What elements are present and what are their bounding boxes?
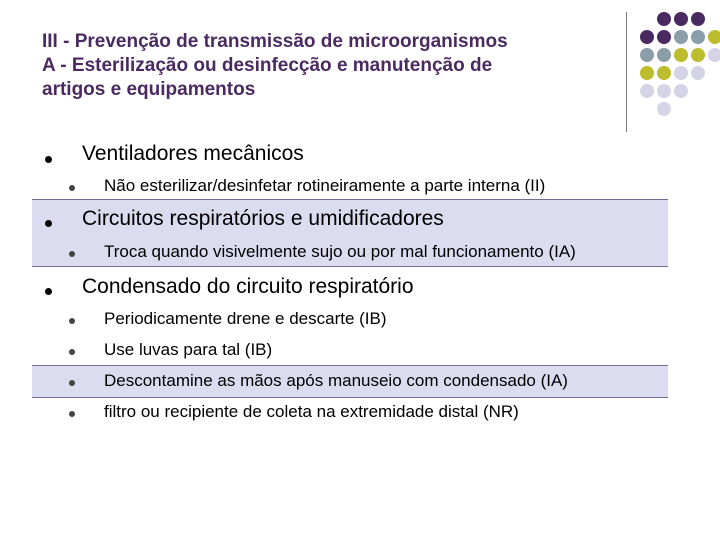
decorative-dot — [674, 48, 688, 62]
subitem-filtro: filtro ou recipiente de coleta na extremidade distal (NR) — [104, 402, 519, 421]
decorative-dot — [691, 66, 705, 80]
decorative-dot — [640, 84, 654, 98]
decorative-dot — [657, 102, 671, 116]
decorative-dot — [691, 12, 705, 26]
decorative-dot — [708, 30, 720, 44]
decorative-dot — [691, 30, 705, 44]
subitem-descontamine: Descontamine as mãos após manuseio com condensado (IA) — [104, 371, 568, 390]
sub-bullet-icon — [69, 185, 75, 191]
slide-title — [42, 30, 622, 102]
item-circuitos: Circuitos respiratórios e umidificadores — [82, 207, 444, 230]
sub-bullet-icon — [69, 318, 75, 324]
subitem-drene: Periodicamente drene e descarte (IB) — [104, 309, 387, 328]
item-ventiladores: Ventiladores mecânicos — [82, 142, 304, 165]
sub-bullet-icon — [69, 380, 75, 386]
title-line-3: artigos e equipamentos — [42, 79, 256, 100]
decorative-dot — [657, 12, 671, 26]
sub-bullet-icon — [69, 251, 75, 257]
decorative-dot — [640, 66, 654, 80]
decorative-dot — [640, 30, 654, 44]
decorative-dot — [691, 48, 705, 62]
decorative-dot — [657, 84, 671, 98]
subitem-troca: Troca quando visivelmente sujo ou por mal funcionamento (IA) — [104, 242, 576, 261]
decorative-dot — [657, 30, 671, 44]
bullet-icon — [45, 288, 52, 295]
subitem-nao-esterilizar: Não esterilizar/desinfetar rotineiramente a parte interna (II) — [104, 176, 546, 195]
subitem-luvas: Use luvas para tal (IB) — [104, 340, 273, 359]
decorative-divider — [626, 12, 627, 132]
decorative-dot — [657, 66, 671, 80]
decorative-dot — [674, 66, 688, 80]
item-condensado: Condensado do circuito respiratório — [82, 275, 414, 298]
sub-bullet-icon — [69, 411, 75, 417]
decorative-dot — [708, 48, 720, 62]
title-line-1: III - Prevenção de transmissão de microorganismos — [42, 31, 508, 52]
sub-bullet-icon — [69, 349, 75, 355]
decorative-dot — [657, 48, 671, 62]
decorative-dot — [640, 48, 654, 62]
decorative-dot — [674, 30, 688, 44]
decorative-dot — [674, 12, 688, 26]
bullet-icon — [45, 156, 52, 163]
bullet-icon — [45, 220, 52, 227]
title-line-2: A - Esterilização ou desinfecção e manutenção de — [42, 55, 493, 76]
decorative-dot — [674, 84, 688, 98]
